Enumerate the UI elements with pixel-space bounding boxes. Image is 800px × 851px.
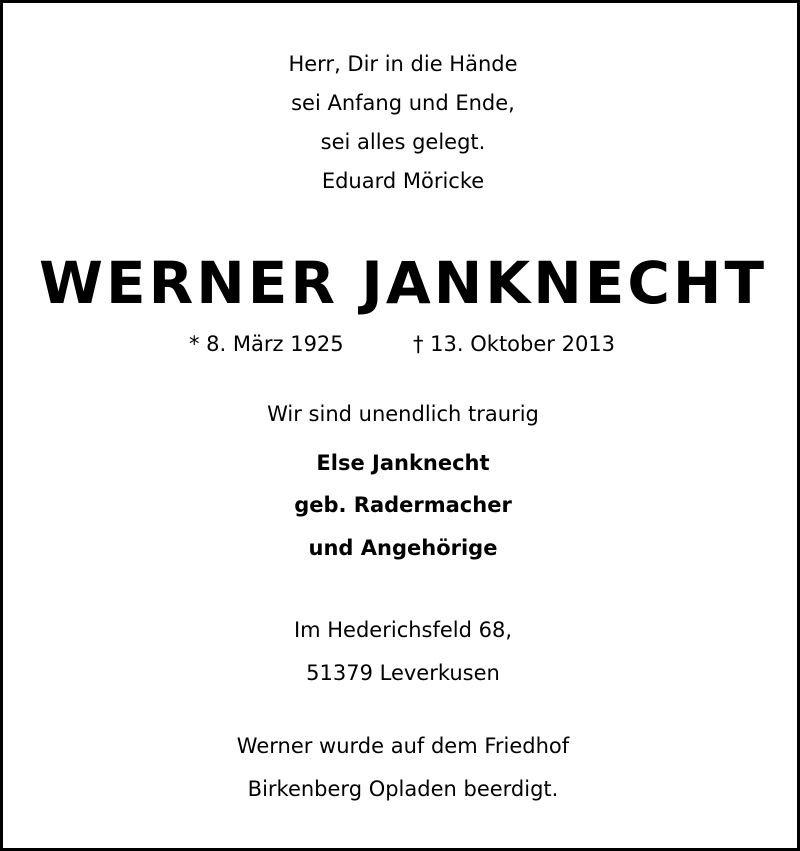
- mourner-line-3: und Angehörige: [308, 536, 498, 560]
- death-date: † 13. Oktober 2013: [413, 332, 616, 356]
- address-city: 51379 Leverkusen: [306, 661, 500, 685]
- quote-author: Eduard Möricke: [321, 169, 485, 193]
- mourner-line-2: geb. Radermacher: [294, 493, 512, 517]
- life-dates: [3, 330, 800, 358]
- birth-date: * 8. März 1925: [189, 332, 344, 356]
- burial-note-line-2: Birkenberg Opladen beerdigt.: [247, 777, 559, 801]
- deceased-name: WERNER JANKNECHT: [38, 249, 768, 317]
- quote-line-3: sei alles gelegt.: [320, 130, 486, 154]
- mourning-text: Wir sind unendlich traurig: [267, 402, 539, 426]
- quote-line-1: Herr, Dir in die Hände: [288, 52, 518, 76]
- quote-line-2: sei Anfang und Ende,: [291, 91, 515, 115]
- address-street: Im Hederichsfeld 68,: [293, 618, 513, 642]
- burial-note-line-1: Werner wurde auf dem Friedhof: [236, 734, 570, 758]
- mourner-line-1: Else Janknecht: [316, 451, 490, 475]
